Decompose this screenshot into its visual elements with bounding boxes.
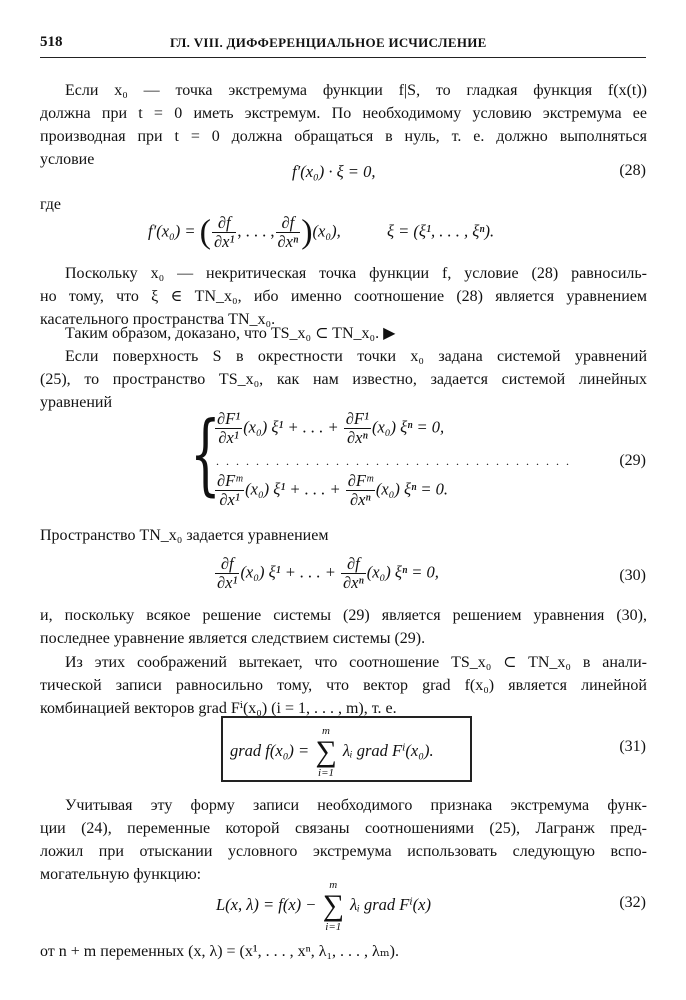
paragraph-2-line-2: но тому, что ξ ∈ TN_x₀, ибо именно соотношение (28) является уравнением bbox=[40, 288, 647, 305]
eq32-lhs: L(x, λ) = f(x) − bbox=[216, 894, 317, 914]
fraction-denominator: ∂xⁿ bbox=[347, 428, 368, 447]
equation-29-number: (29) bbox=[619, 452, 646, 469]
paragraph-8-line-1: Учитывая эту форму записи необходимого признака экстремума функ- bbox=[65, 797, 647, 814]
eq30-end: (x₀) ξⁿ = 0, bbox=[366, 562, 439, 582]
fraction-numerator: ∂f bbox=[276, 214, 301, 233]
paragraph-1-line-4: условие bbox=[40, 151, 95, 168]
paragraph-5: Пространство TN_x₀ задается уравнением bbox=[40, 527, 329, 544]
paragraph-6-line-2: последнее уравнение является следствием системы (29). bbox=[40, 630, 426, 647]
paragraph-8-line-3: ложил при отыскании условного экстремума использовать следующую вспо- bbox=[40, 843, 647, 860]
fraction-denominator: ∂xⁿ bbox=[349, 490, 371, 509]
fraction-dFm-dx1 bbox=[215, 472, 244, 509]
equation-28-number: (28) bbox=[619, 162, 646, 179]
left-paren: ( bbox=[199, 213, 211, 251]
fraction-df-dx1 bbox=[215, 555, 239, 592]
row-1-end: (x₀) ξⁿ = 0, bbox=[371, 417, 445, 437]
header-rule bbox=[40, 57, 646, 58]
paragraph-7-line-3: комбинацией векторов grad Fⁱ(x₀) (i = 1, . . . , m), т. е. bbox=[40, 700, 397, 717]
sum-symbol bbox=[315, 724, 336, 780]
fraction-numerator: ∂f bbox=[215, 555, 239, 574]
eq31-lhs: grad f(x₀) = bbox=[230, 740, 310, 760]
equation-30 bbox=[214, 555, 439, 592]
equation-29-row-3 bbox=[214, 472, 448, 509]
paragraph-2-line-1: Поскольку x₀ — некритическая точка функции f, условие (28) равносиль- bbox=[65, 265, 647, 282]
eq31-rhs: λᵢ grad Fⁱ(x₀). bbox=[342, 740, 434, 760]
fraction-numerator: ∂Fᵐ bbox=[217, 471, 243, 490]
fraction-numerator: ∂F¹ bbox=[217, 409, 241, 428]
fraction-numerator: ∂f bbox=[341, 555, 366, 574]
equation-28: f′(x₀) · ξ = 0, bbox=[292, 162, 376, 181]
eq30-middle: (x₀) ξ¹ + . . . + bbox=[240, 562, 336, 582]
equation-32 bbox=[216, 878, 431, 934]
equation-31 bbox=[230, 724, 434, 780]
partial-fraction-n bbox=[276, 214, 301, 251]
equation-29-dots: . . . . . . . . . . . . . . . . . . . . . . . . . . . . . . . . . . . . bbox=[216, 454, 571, 468]
right-paren: ) bbox=[301, 213, 313, 251]
equation-derivative-definition bbox=[148, 214, 494, 251]
fraction-denominator: ∂x¹ bbox=[218, 428, 239, 447]
sum-upper-limit: m bbox=[329, 879, 338, 891]
fraction-numerator: ∂f bbox=[212, 214, 236, 233]
fraction-numerator: ∂F¹ bbox=[345, 409, 369, 428]
paragraph-3: Таким образом, доказано, что TS_x₀ ⊂ TN_x₀. ▶ bbox=[65, 325, 396, 342]
sum-symbol bbox=[323, 878, 344, 934]
fraction-dF1-dxn bbox=[344, 410, 371, 447]
page-header bbox=[40, 34, 646, 56]
paragraph-6-line-1: и, поскольку всякое решение системы (29) является решением уравнения (30), bbox=[40, 607, 647, 624]
equation-32-number: (32) bbox=[619, 894, 646, 911]
eqdef-dots: , . . . , bbox=[237, 221, 275, 241]
row-3-middle: (x₀) ξ¹ + . . . + bbox=[245, 479, 341, 499]
fraction-denominator: ∂xⁿ bbox=[343, 573, 364, 592]
paragraph-4-line-3: уравнений bbox=[40, 394, 113, 411]
paragraph-1-line-1: Если x₀ — точка экстремума функции f|S, то гладкая функция f(x(t)) bbox=[65, 82, 647, 99]
fraction-dFm-dxn bbox=[346, 472, 375, 509]
running-head: ГЛ. VIII. ДИФФЕРЕНЦИАЛЬНОЕ ИСЧИСЛЕНИЕ bbox=[170, 35, 487, 50]
fraction-df-dxn bbox=[341, 555, 366, 592]
eqdef-xi: ξ = (ξ¹, . . . , ξⁿ). bbox=[386, 221, 495, 241]
fraction-numerator: ∂Fᵐ bbox=[347, 471, 373, 490]
fraction-dF1-dx1 bbox=[215, 410, 242, 447]
partial-fraction-1 bbox=[212, 214, 236, 251]
paragraph-1-line-2: должна при t = 0 иметь экстремум. По необходимому условию экстремума ее bbox=[40, 105, 647, 122]
sum-upper-limit: m bbox=[322, 725, 330, 737]
fraction-denominator: ∂x¹ bbox=[213, 232, 235, 251]
paragraph-9: от n + m переменных (x, λ) = (x¹, . . . , xⁿ, λ₁, . . . , λₘ). bbox=[40, 943, 399, 960]
paragraph-4-line-2: (25), то пространство TS_x₀, как нам известно, задается системой линейных bbox=[40, 371, 647, 388]
sum-lower-limit: i=1 bbox=[318, 767, 335, 779]
fraction-denominator: ∂x¹ bbox=[219, 490, 240, 509]
equation-30-number: (30) bbox=[619, 567, 646, 584]
sum-sign: ∑ bbox=[315, 735, 337, 768]
eqdef-tail: (x₀), bbox=[312, 221, 341, 241]
paragraph-4-line-1: Если поверхность S в окрестности точки x₀ задана системой уравнений bbox=[65, 348, 647, 365]
paragraph-7-line-1: Из этих соображений вытекает, что соотношение TS_x₀ ⊂ TN_x₀ в анали- bbox=[65, 654, 647, 671]
equation-29-row-1 bbox=[214, 410, 444, 447]
fraction-denominator: ∂xⁿ bbox=[277, 232, 299, 251]
eqdef-lhs: f′(x₀) = bbox=[148, 221, 196, 241]
sum-sign: ∑ bbox=[322, 889, 344, 922]
eq32-rhs: λᵢ grad Fⁱ(x) bbox=[350, 894, 431, 914]
system-brace: { bbox=[190, 402, 221, 505]
row-3-end: (x₀) ξⁿ = 0. bbox=[375, 479, 449, 499]
where-label: где bbox=[40, 196, 62, 213]
page-number: 518 bbox=[40, 34, 63, 50]
equation-31-number: (31) bbox=[619, 738, 646, 755]
paragraph-7-line-2: тической записи равносильно тому, что вектор grad f(x₀) является линейной bbox=[40, 677, 647, 694]
fraction-denominator: ∂x¹ bbox=[217, 573, 238, 592]
sum-lower-limit: i=1 bbox=[325, 921, 342, 933]
paragraph-2-line-3: касательного пространства TN_x₀. bbox=[40, 311, 276, 328]
paragraph-8-line-4: могательную функцию: bbox=[40, 866, 202, 883]
row-1-middle: (x₀) ξ¹ + . . . + bbox=[243, 417, 339, 437]
paragraph-1-line-3: производная при t = 0 должна обращаться в нуль, т. е. должно выполняться bbox=[40, 128, 647, 145]
paragraph-8-line-2: ции (24), переменные которой связаны соотношениями (25), Лагранж пред- bbox=[40, 820, 647, 837]
